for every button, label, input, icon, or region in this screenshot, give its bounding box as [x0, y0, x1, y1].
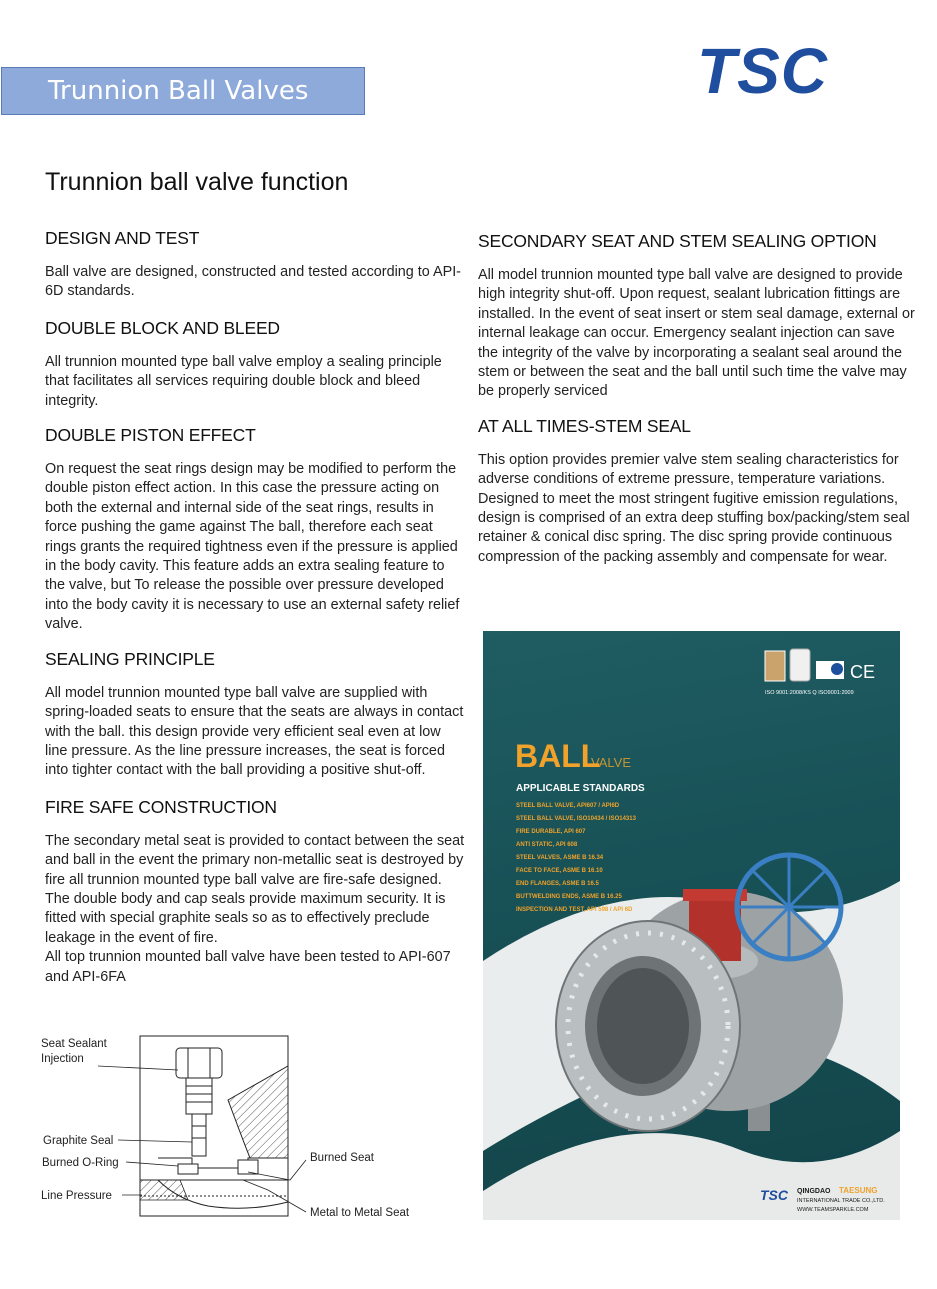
sealing-diagram: [38, 1030, 438, 1230]
section-heading: DOUBLE BLOCK AND BLEED: [45, 317, 280, 338]
label-metal-to-metal: Metal to Metal Seat: [310, 1207, 410, 1219]
tsc-logo: TSC: [697, 35, 828, 107]
cert-text: ISO 9001:2008/KS Q ISO9001:2009: [765, 690, 854, 696]
fitting-stem: [186, 1078, 212, 1114]
poster-footer-logo: TSC: [760, 1187, 788, 1203]
footer-company-qingdao: QINGDAO: [797, 1188, 831, 1195]
sealant-channel: [192, 1114, 206, 1156]
section-heading: SECONDARY SEAT AND STEM SEALING OPTION: [478, 231, 877, 251]
product-poster: [483, 631, 900, 1220]
standard-item: BUTTWELDING ENDS, ASME B 16.25: [516, 894, 622, 900]
right-column: [478, 231, 918, 567]
label-seat-sealant: Seat Sealant: [41, 1038, 107, 1050]
standards-list: [516, 803, 637, 913]
iso-mark-icon: [790, 649, 810, 681]
standard-item: END FLANGES, ASME B 16.5: [516, 881, 599, 887]
body-hatch: [228, 1066, 288, 1158]
standard-item: STEEL VALVES, ASME B 16.34: [516, 855, 604, 861]
section-stem-seal: [478, 416, 918, 567]
left-column: [45, 228, 465, 987]
section-heading: AT ALL TIMES-STEM SEAL: [478, 415, 691, 436]
section-fire-safe: [45, 797, 465, 987]
section-double-piston: [45, 425, 465, 635]
label-burned-seat: Burned Seat: [310, 1152, 374, 1164]
section-body: All trunnion mounted type ball valve employ a sealing principle that facilitates all services requiring double block and bleed integrity.: [45, 353, 442, 409]
section-body: All model trunnion mounted type ball valve are supplied with spring-loaded seats to ensure that the seats are always in contact with the ball. this design provide very efficient seal even at low line pressure. As the line pressure increases, the seat is forced into tighter contact with the ball providing a positive shut-off.: [45, 684, 464, 779]
standard-item: INSPECTION AND TEST, API 598 / API 6D: [516, 907, 633, 913]
footer-url: WWW.TEAMSPARKLE.COM: [797, 1207, 869, 1213]
standard-item: FIRE DURABLE, API 607: [516, 829, 586, 835]
section-secondary-seat: [478, 231, 918, 402]
section-heading: DOUBLE PISTON EFFECT: [45, 425, 256, 446]
page-title: Trunnion ball valve function: [45, 168, 349, 196]
section-body: The secondary metal seat is provided to contact between the seat and ball in the event the primary non-metallic seat is destroyed by fire all trunnion mounted type ball valve are fire-safe designed. The double body and cap seals provide maximum security. It is fitted with special graphite seals so as to effectively preclude leakage in the event of fire.: [45, 832, 465, 946]
standard-item: ANTI STATIC, API 608: [516, 842, 578, 848]
section-heading: DESIGN AND TEST: [45, 228, 200, 248]
injection-fitting: [176, 1048, 222, 1078]
section-design-and-test: [45, 228, 465, 302]
banner-title: Trunnion Ball Valves: [48, 76, 309, 106]
footer-company-name: INTERNATIONAL TRADE CO.,LTD.: [797, 1198, 885, 1204]
poster-title-small: VALVE: [591, 755, 631, 770]
label-injection: Injection: [41, 1053, 84, 1065]
poster-art: [483, 631, 900, 1220]
standard-item: STEEL BALL VALVE, ISO10434 / ISO14313: [516, 816, 636, 822]
api-mark-icon: [765, 651, 785, 681]
section-body: This option provides premier valve stem sealing characteristics for adverse conditions of extreme pressure, temperature variations. Designed to meet the most stringent fugitive emission regulations, design is comprised of an extra deep stuffing box/packing/stem seal retainer & conical disc spring. The disc spring provide continuous compression of the packing assembly and compensate for wear.: [478, 451, 910, 565]
label-line-pressure: Line Pressure: [41, 1190, 112, 1202]
footer-company-taesung: TAESUNG: [839, 1186, 878, 1195]
section-body: All model trunnion mounted type ball valve are designed to provide high integrity shut-off. Upon request, sealant lubrication fittings are installed. In the event of seat insert or stem seal damage, external or internal leakage can occur. Emergency sealant injection can save the integrity of the valve by incorporating a sealant seal around the stem or between the seat and the ball until such time the valve may be properly serviced: [478, 267, 915, 400]
section-double-block: [45, 318, 465, 411]
section-sealing-principle: [45, 649, 465, 781]
label-graphite-seal: Graphite Seal: [43, 1135, 114, 1147]
standards-heading: APPLICABLE STANDARDS: [516, 783, 645, 794]
ce-mark: CE: [850, 662, 876, 682]
section-body-continued: All top trunnion mounted ball valve have been tested to API-607 and API-6FA: [45, 949, 451, 985]
label-burned-oring: Burned O-Ring: [42, 1157, 119, 1169]
section-body: On request the seat rings design may be modified to perform the double piston effect action. In this case the pressure acting on both the external and internal side of the seat rings, results in force pushing the game against The ball, therefore each seat rings grants the required tightness even if the pressure is applied in the body cavity. This feature adds an extra sealing feature to the valve, but To release the possible over pressure developed into the body cavity it is necessary to use an external safety relief valve.: [45, 461, 460, 633]
section-body: Ball valve are designed, constructed and tested according to API-6D standards.: [45, 264, 461, 300]
standard-item: FACE TO FACE, ASME B 16.10: [516, 868, 603, 874]
title-banner: [1, 67, 365, 115]
section-heading: FIRE SAFE CONSTRUCTION: [45, 796, 277, 817]
poster-title-big: BALL: [515, 738, 601, 774]
section-heading: SEALING PRINCIPLE: [45, 648, 215, 669]
standard-item: STEEL BALL VALVE, API607 / API6D: [516, 803, 620, 809]
